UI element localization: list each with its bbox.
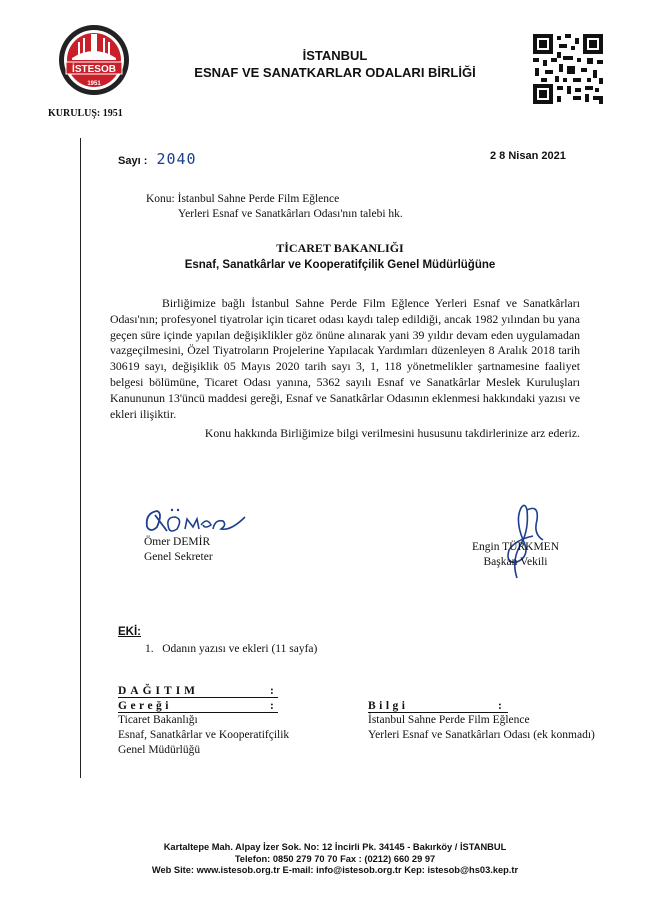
annex-label: EKİ: <box>118 626 141 638</box>
annex-item: 1. Odanın yazısı ve ekleri (11 sayfa) <box>145 643 318 655</box>
list-item: Ticaret Bakanlığı <box>118 714 198 726</box>
subject-line1: İstanbul Sahne Perde Film Eğlence <box>177 193 340 205</box>
margin-line <box>80 138 81 778</box>
footer-phone: Telefon: 0850 279 70 70 Fax : (0212) 660 29 97 <box>234 853 436 864</box>
qr-code-icon <box>533 34 603 104</box>
logo-text: İSTESOB <box>72 64 116 75</box>
recipient-line2: Esnaf, Sanatkârlar ve Kooperatifçilik Genel Müdürlüğüne <box>184 259 496 271</box>
body-paragraph: Birliğimize bağlı İstanbul Sahne Perde Film Eğlence Yerleri Esnaf ve Sanatkârları Odası'nın; profesyonel tiyatrolar için ticaret odası kaydı talep edildiği, ancak 1982 yılından bu yana geçen süre içinde yapılan değişiklikler göz önüne alınarak yani 39 yıldır devam eden uygulamadan vazgeçilmesini, Özel Tiyatroların Projelerine Yapılacak Yardımları düzenleyen 8 Aralık 2018 tarih 30619 sayı, değişiklik 05 Mayıs 2020 tarih sayı 3, 1, 118 yönetmelikler şartnamesine faaliyet belgesi bölümüne, Ticaret Odası yanına, 5362 sayılı Esnaf ve Sanatkârlar Meslek Kuruluşları Kanununun 13'üncü maddesi gereği, Esnaf ve Sanatkârlar Odasının eklenmesi hakkındaki yazısı ve ekleri ilişiktir. <box>110 296 580 421</box>
subject-label: Konu: <box>146 193 175 205</box>
signatory-left <box>144 535 213 565</box>
distribution-colon: : <box>270 685 274 697</box>
list-item: Genel Müdürlüğü <box>118 744 201 756</box>
footer-web: Web Site: www.istesob.org.tr E-mail: info@istesob.org.tr Kep: istesob@hs03.kep.tr <box>151 865 519 875</box>
subject-line2: Yerleri Esnaf ve Sanatkârları Odası'nın talebi hk. <box>178 208 403 220</box>
footer <box>100 842 570 877</box>
signatory-right-name: Engin TÜRKMEN <box>472 541 559 553</box>
bilgi-colon: : <box>498 700 502 712</box>
bilgi-label: Bilgi <box>368 700 409 712</box>
list-item: Esnaf, Sanatkârlar ve Kooperatifçilik <box>118 729 290 741</box>
document-date: 2 8 Nisan 2021 <box>490 150 566 162</box>
org-title-line1: İSTANBUL <box>302 48 368 63</box>
geregi-list <box>118 713 289 758</box>
sayi-label: Sayı <box>118 155 141 167</box>
distribution-underline <box>118 697 278 698</box>
recipient <box>110 240 570 274</box>
recipient-line1: TİCARET BAKANLIĞI <box>276 241 404 255</box>
closing-sentence: Konu hakkında Birliğimize bilgi verilmesini hususunu takdirlerinize arz ederiz. <box>204 426 580 440</box>
signatory-right-title: Başkan Vekili <box>483 556 548 568</box>
gerегi-label: Gereği <box>118 700 172 712</box>
signatory-left-title: Genel Sekreter <box>144 551 213 563</box>
list-item: Yerleri Esnaf ve Sanatkârları Odası (ek konmadı) <box>368 729 595 741</box>
org-title-line2: ESNAF VE SANATKARLAR ODALARI BİRLİĞİ <box>194 65 476 80</box>
org-title <box>190 47 480 81</box>
sayi-colon: : <box>143 155 148 167</box>
geregi-colon: : <box>270 700 274 712</box>
signatory-right <box>472 540 559 570</box>
distribution-label: DAĞITIM <box>118 685 200 697</box>
istesob-logo <box>58 24 130 96</box>
founded-label: KURULUŞ: 1951 <box>48 108 123 119</box>
bilgi-list <box>368 713 608 743</box>
subject <box>146 192 403 222</box>
sayi-number: 2040 <box>156 150 197 168</box>
footer-address: Kartaltepe Mah. Alpay İzer Sok. No: 12 İncirli Pk. 34145 - Bakırköy / İSTANBUL <box>163 842 507 852</box>
logo-year: 1951 <box>87 81 101 87</box>
list-item: İstanbul Sahne Perde Film Eğlence <box>368 714 530 726</box>
document-number <box>118 150 197 168</box>
signature-omer-demir <box>141 505 251 537</box>
signatory-left-name: Ömer DEMİR <box>144 536 211 548</box>
